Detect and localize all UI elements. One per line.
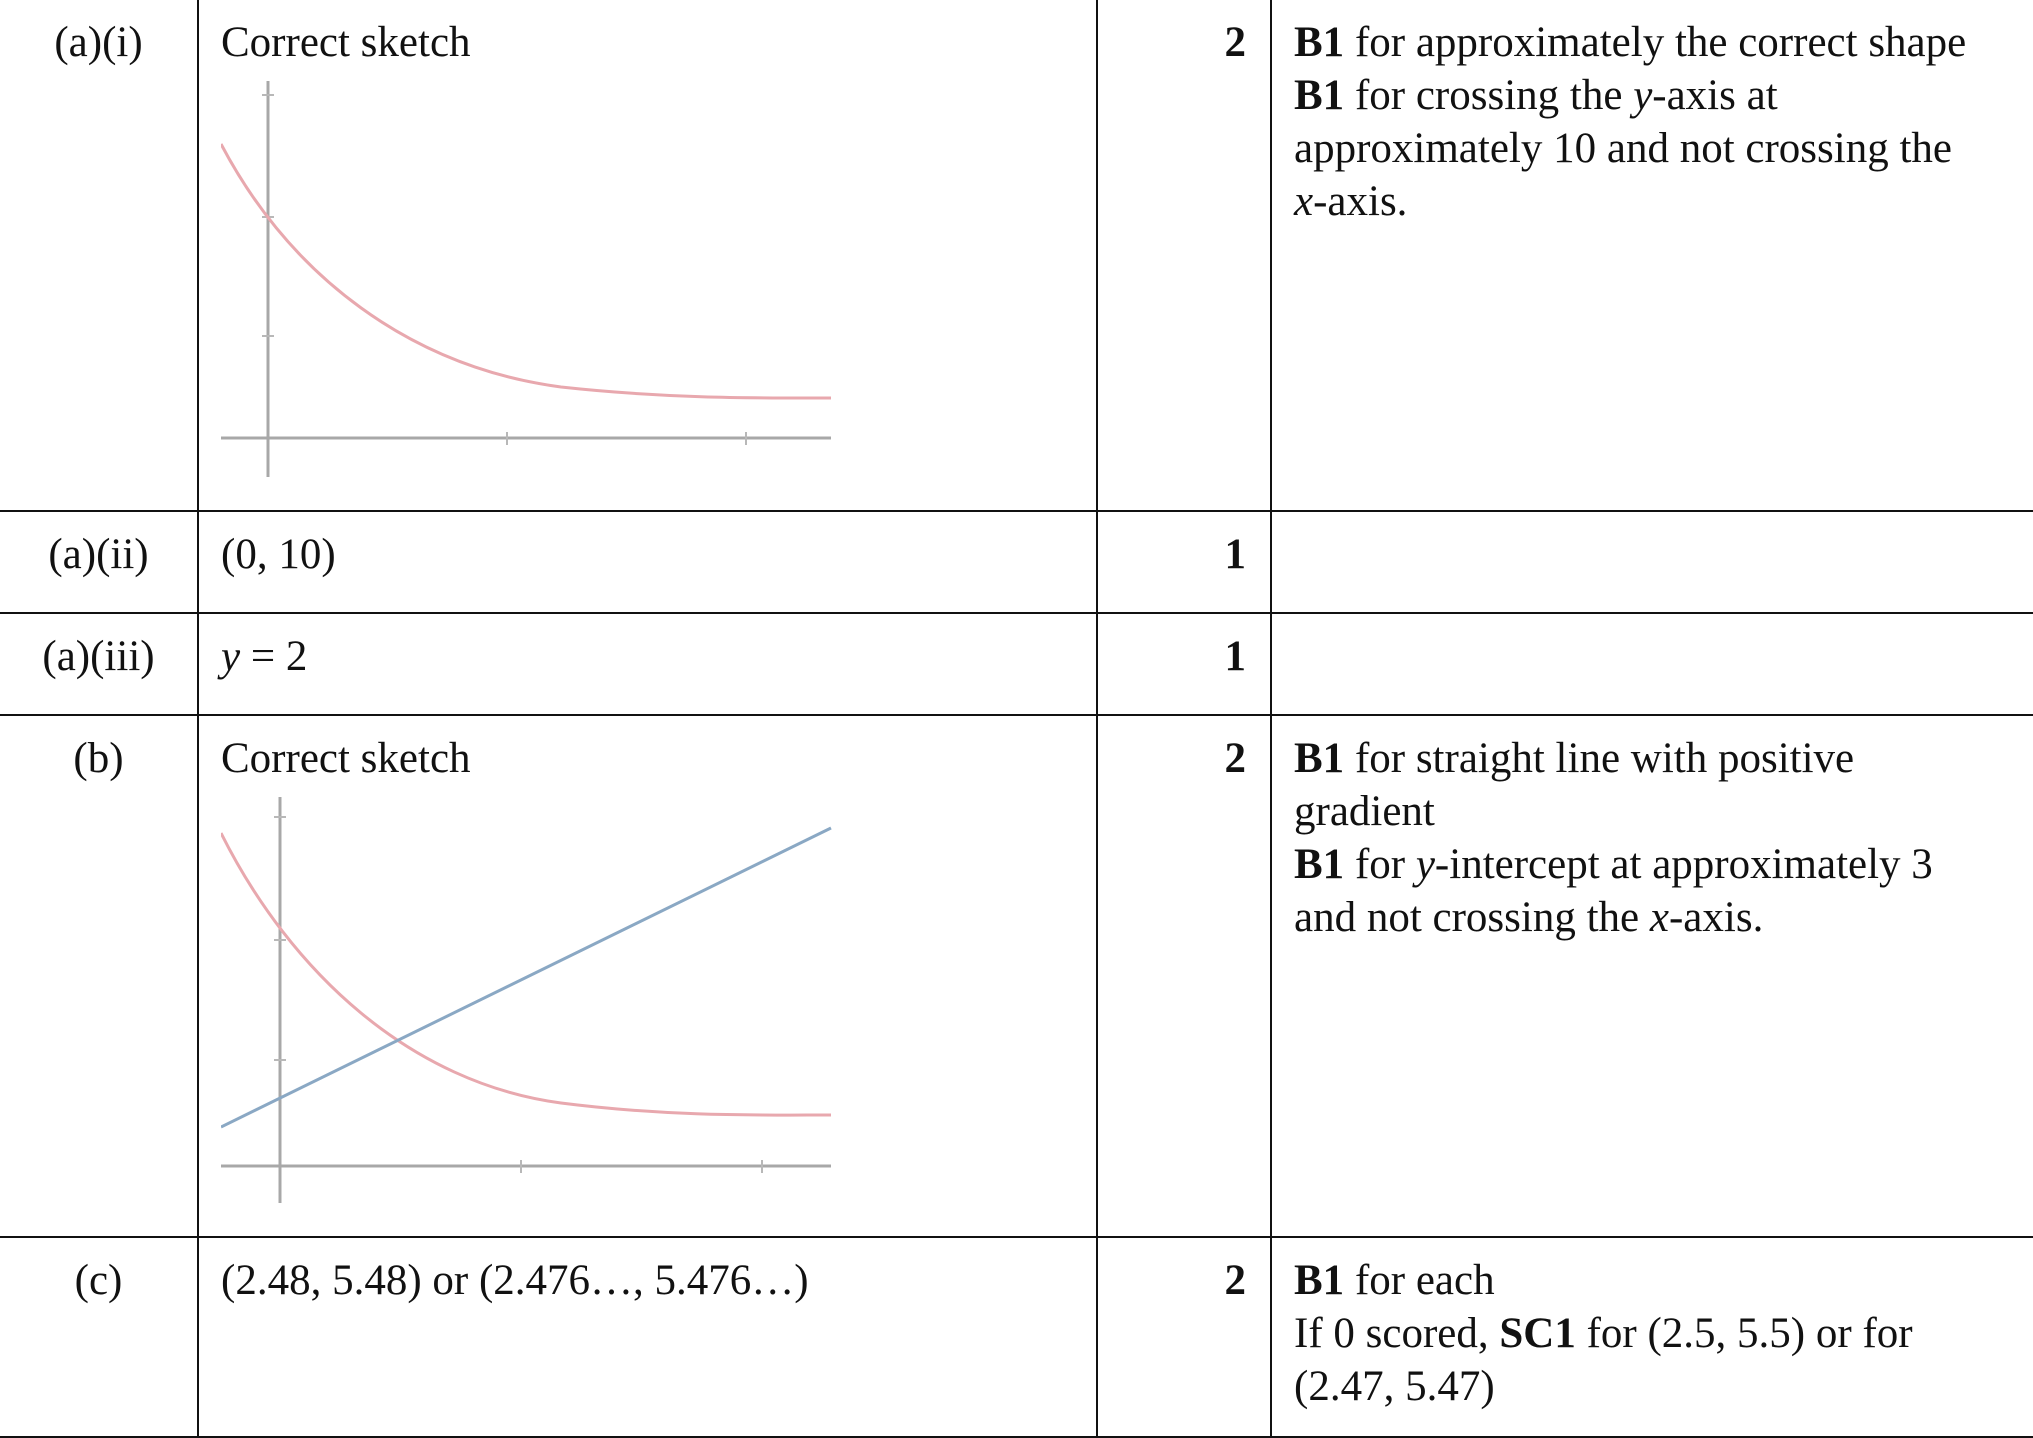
marks-cell: 1 <box>1097 613 1271 715</box>
exponential-curve <box>221 833 831 1115</box>
marks-cell: 1 <box>1097 511 1271 613</box>
row-a-i <box>0 0 2033 511</box>
guidance-cell <box>1271 511 2033 613</box>
answer-text: Correct sketch <box>221 735 471 782</box>
row-a-ii <box>0 511 2033 613</box>
guidance-cell: B1 for approximately the correct shape B1 for crossing the y-axis at approximately 10 and not crossing the x-axis. <box>1271 0 2033 511</box>
guidance-cell <box>1271 613 2033 715</box>
row-a-iii <box>0 613 2033 715</box>
answer-cell: y = 2 <box>198 613 1097 715</box>
answer-cell <box>198 0 1097 511</box>
straight-line <box>221 828 831 1127</box>
part-label: (a)(i) <box>0 0 198 511</box>
row-c <box>0 1237 2033 1437</box>
part-label: (c) <box>0 1237 198 1437</box>
sketch-a-i <box>221 77 1074 497</box>
marks-cell: 2 <box>1097 0 1271 511</box>
sketch-b <box>221 793 1074 1223</box>
part-label: (b) <box>0 715 198 1237</box>
part-label: (a)(ii) <box>0 511 198 613</box>
row-b <box>0 715 2033 1237</box>
marks-cell: 2 <box>1097 1237 1271 1437</box>
guidance-cell: B1 for straight line with positive gradient B1 for y-intercept at approximately 3 and not crossing the x-axis. <box>1271 715 2033 1237</box>
exponential-curve <box>221 144 831 398</box>
answer-text: Correct sketch <box>221 19 471 66</box>
answer-cell <box>198 715 1097 1237</box>
answer-cell: (0, 10) <box>198 511 1097 613</box>
marks-cell: 2 <box>1097 715 1271 1237</box>
guidance-cell: B1 for each If 0 scored, SC1 for (2.5, 5.5) or for (2.47, 5.47) <box>1271 1237 2033 1437</box>
part-label: (a)(iii) <box>0 613 198 715</box>
answer-cell: (2.48, 5.48) or (2.476…, 5.476…) <box>198 1237 1097 1437</box>
